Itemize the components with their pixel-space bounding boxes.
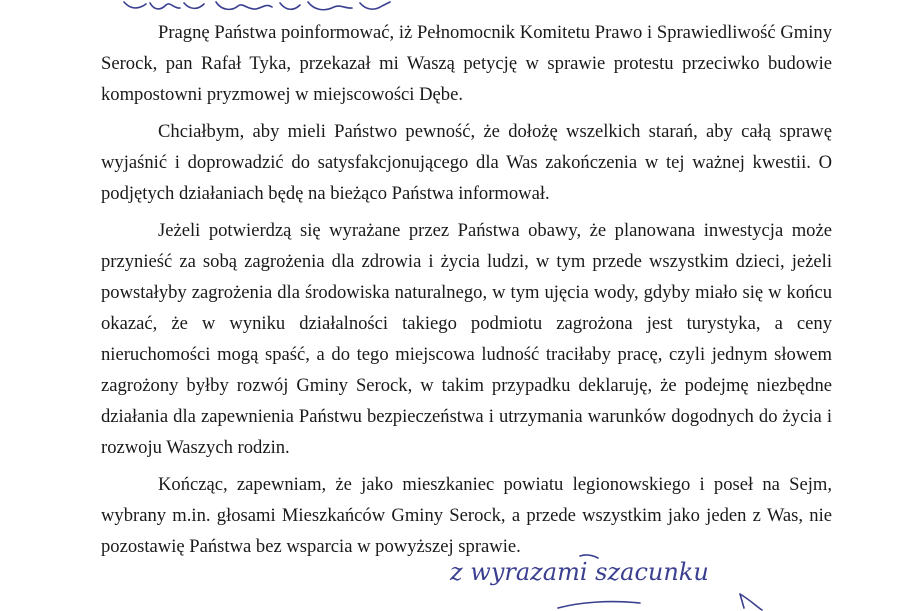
paragraph-closing-statement: Kończąc, zapewniam, że jako mieszkaniec powiatu legionowskiego i poseł na Sejm, wybrany m.in. głosami Mieszkańców Gminy Serock, a przede wszystkim jako jeden z Was, nie pozostawię Państwa bez wsparcia w powyższej sprawie. [101, 474, 832, 557]
handwritten-salutation [120, 0, 400, 16]
paragraph-petition-received: Pragnę Państwa poinformować, iż Pełnomocnik Komitetu Prawo i Sprawiedliwość Gminy Serock, pan Rafał Tyka, przekazał mi Waszą petycję w sprawie protestu przeciwko budowie kompostowni pryzmowej w miejscowości Dębe. [101, 22, 832, 105]
handwritten-closing-text: z wyrazami szacunku [450, 558, 709, 586]
letter-body [101, 17, 832, 562]
paragraph-assurance: Chciałbym, aby mieli Państwo pewność, że dołożę wszelkich starań, aby całą sprawę wyjaśnić i doprowadzić do satysfakcjonującego dla Was zakończenia w tej ważnej kwestii. O podjętych działaniach będę na bieżąco Państwa informował. [101, 121, 832, 204]
paragraph-concerns-declaration: Jeżeli potwierdzą się wyrażane przez Państwa obawy, że planowana inwestycja może przynieść za sobą zagrożenia dla zdrowia i życia ludzi, w tym przede wszystkim dzieci, jeżeli powstałyby zagrożenia dla środowiska naturalnego, w tym ujęcia wody, gdyby miało się w końcu okazać, że w wyniku działalności takiego podmiotu zagrożona jest turystyka, a ceny nieruchomości mogą spaść, a do tego miejscowa ludność traciłaby pracę, czyli jednym słowem zagrożony byłby rozwój Gminy Serock, w takim przypadku deklaruję, że podejmę niezbędne działania dla zapewnienia Państwu bezpieczeństwa i utrzymania warunków dogodnych do życia i rozwoju Waszych rodzin. [101, 220, 832, 458]
handwritten-closing-signature [440, 552, 740, 611]
